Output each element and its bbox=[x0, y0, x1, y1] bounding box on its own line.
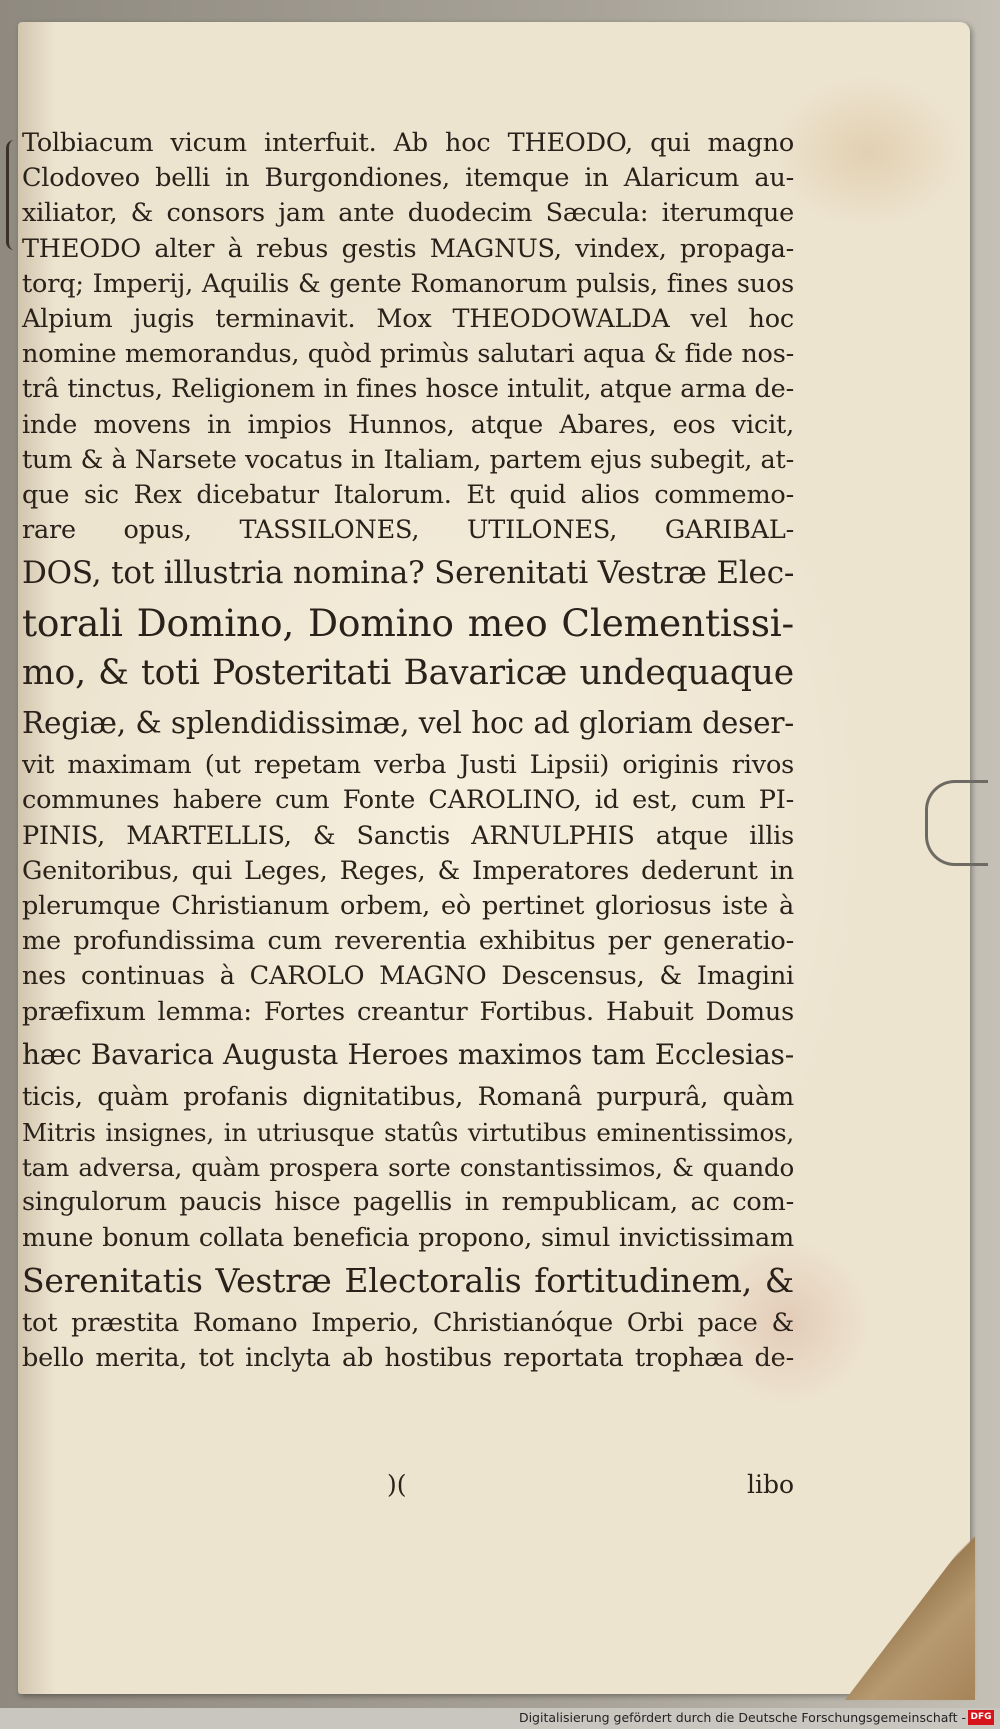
text-line: torq; Imperij, Aquilis & gente Romanorum pulsis, fines suos bbox=[22, 268, 794, 299]
text-line: mune bonum collata beneficia propono, simul invictissimam bbox=[22, 1222, 794, 1253]
text-line: singulorum paucis hisce pagellis in rempublicam, ac com- bbox=[22, 1187, 794, 1218]
text-line: mo, & toti Posteritati Bavaricæ undequaque bbox=[22, 653, 794, 694]
text-line: hæc Bavarica Augusta Heroes maximos tam Ecclesias- bbox=[22, 1037, 794, 1071]
catchword: libo bbox=[746, 1470, 794, 1499]
text-line: Alpium jugis terminavit. Mox THEODOWALDA vel hoc bbox=[22, 303, 794, 334]
text-line: communes habere cum Fonte CAROLINO, id est, cum PI- bbox=[22, 785, 794, 816]
text-line: DOS, tot illustria nomina? Serenitati Vestræ Elec- bbox=[22, 555, 795, 592]
dfg-logo: DFG bbox=[968, 1710, 994, 1725]
text-line: PINIS, MARTELLIS, & Sanctis ARNULPHIS atque illis bbox=[22, 820, 794, 851]
text-line: THEODO alter à rebus gestis MAGNUS, vindex, propaga- bbox=[22, 233, 794, 264]
text-line: Mitris insignes, in utriusque statûs virtutibus eminentissimos, bbox=[22, 1117, 794, 1147]
text-line: torali Domino, Domino meo Clementissi- bbox=[22, 601, 794, 646]
text-line: nes continuas à CAROLO MAGNO Descensus, & Imagini bbox=[22, 961, 794, 992]
text-line: Serenitatis Vestræ Electoralis fortitudinem, & bbox=[22, 1260, 794, 1300]
text-line: tam adversa, quàm prospera sorte constantissimos, & quando bbox=[22, 1153, 794, 1183]
text-line: Genitoribus, qui Leges, Reges, & Imperatores dederunt in bbox=[22, 855, 794, 886]
text-line: tum & à Narsete vocatus in Italiam, partem ejus subegit, at- bbox=[22, 444, 794, 475]
page-clip bbox=[925, 780, 988, 866]
text-line: xiliator, & consors jam ante duodecim Sæcula: iterumque bbox=[22, 198, 794, 229]
body-text bbox=[22, 126, 794, 1376]
text-line: præfixum lemma: Fortes creantur Fortibus. Habuit Domus bbox=[22, 996, 794, 1027]
text-line: que sic Rex dicebatur Italorum. Et quid alios commemo- bbox=[22, 479, 794, 510]
text-line: rare opus, TASSILONES, UTILONES, GARIBAL- bbox=[22, 515, 794, 546]
text-line: inde movens in impios Hunnos, atque Abares, eos vicit, bbox=[22, 409, 794, 440]
signature-mark: )( bbox=[387, 1470, 407, 1499]
text-line: vit maximam (ut repetam verba Justi Lipsii) originis rivos bbox=[22, 750, 794, 781]
text-line: nomine memorandus, quòd primùs salutari aqua & fide nos- bbox=[22, 339, 794, 370]
text-line: ticis, quàm profanis dignitatibus, Romanâ purpurâ, quàm bbox=[22, 1081, 794, 1112]
binding-edge-mark bbox=[6, 140, 19, 250]
text-line: tot præstita Romano Imperio, Christianóque Orbi pace & bbox=[22, 1307, 794, 1338]
text-line: Regiæ, & splendidissimæ, vel hoc ad gloriam deser- bbox=[22, 706, 794, 741]
text-line: bello merita, tot inclyta ab hostibus reportata trophæa de- bbox=[22, 1342, 794, 1373]
text-line: Tolbiacum vicum interfuit. Ab hoc THEODO, qui magno bbox=[22, 128, 794, 158]
text-line: plerumque Christianum orbem, eò pertinet gloriosus iste à bbox=[22, 891, 794, 921]
page-foot bbox=[22, 1470, 794, 1506]
text-line: Clodoveo belli in Burgondiones, itemque in Alaricum au- bbox=[22, 163, 794, 194]
text-line: trâ tinctus, Religionem in fines hosce intulit, atque arma de- bbox=[22, 374, 794, 405]
text-line: me profundissima cum reverentia exhibitus per generatio- bbox=[22, 926, 794, 957]
footer-credit: Digitalisierung gefördert durch die Deutsche Forschungsgemeinschaft - bbox=[518, 1710, 966, 1725]
